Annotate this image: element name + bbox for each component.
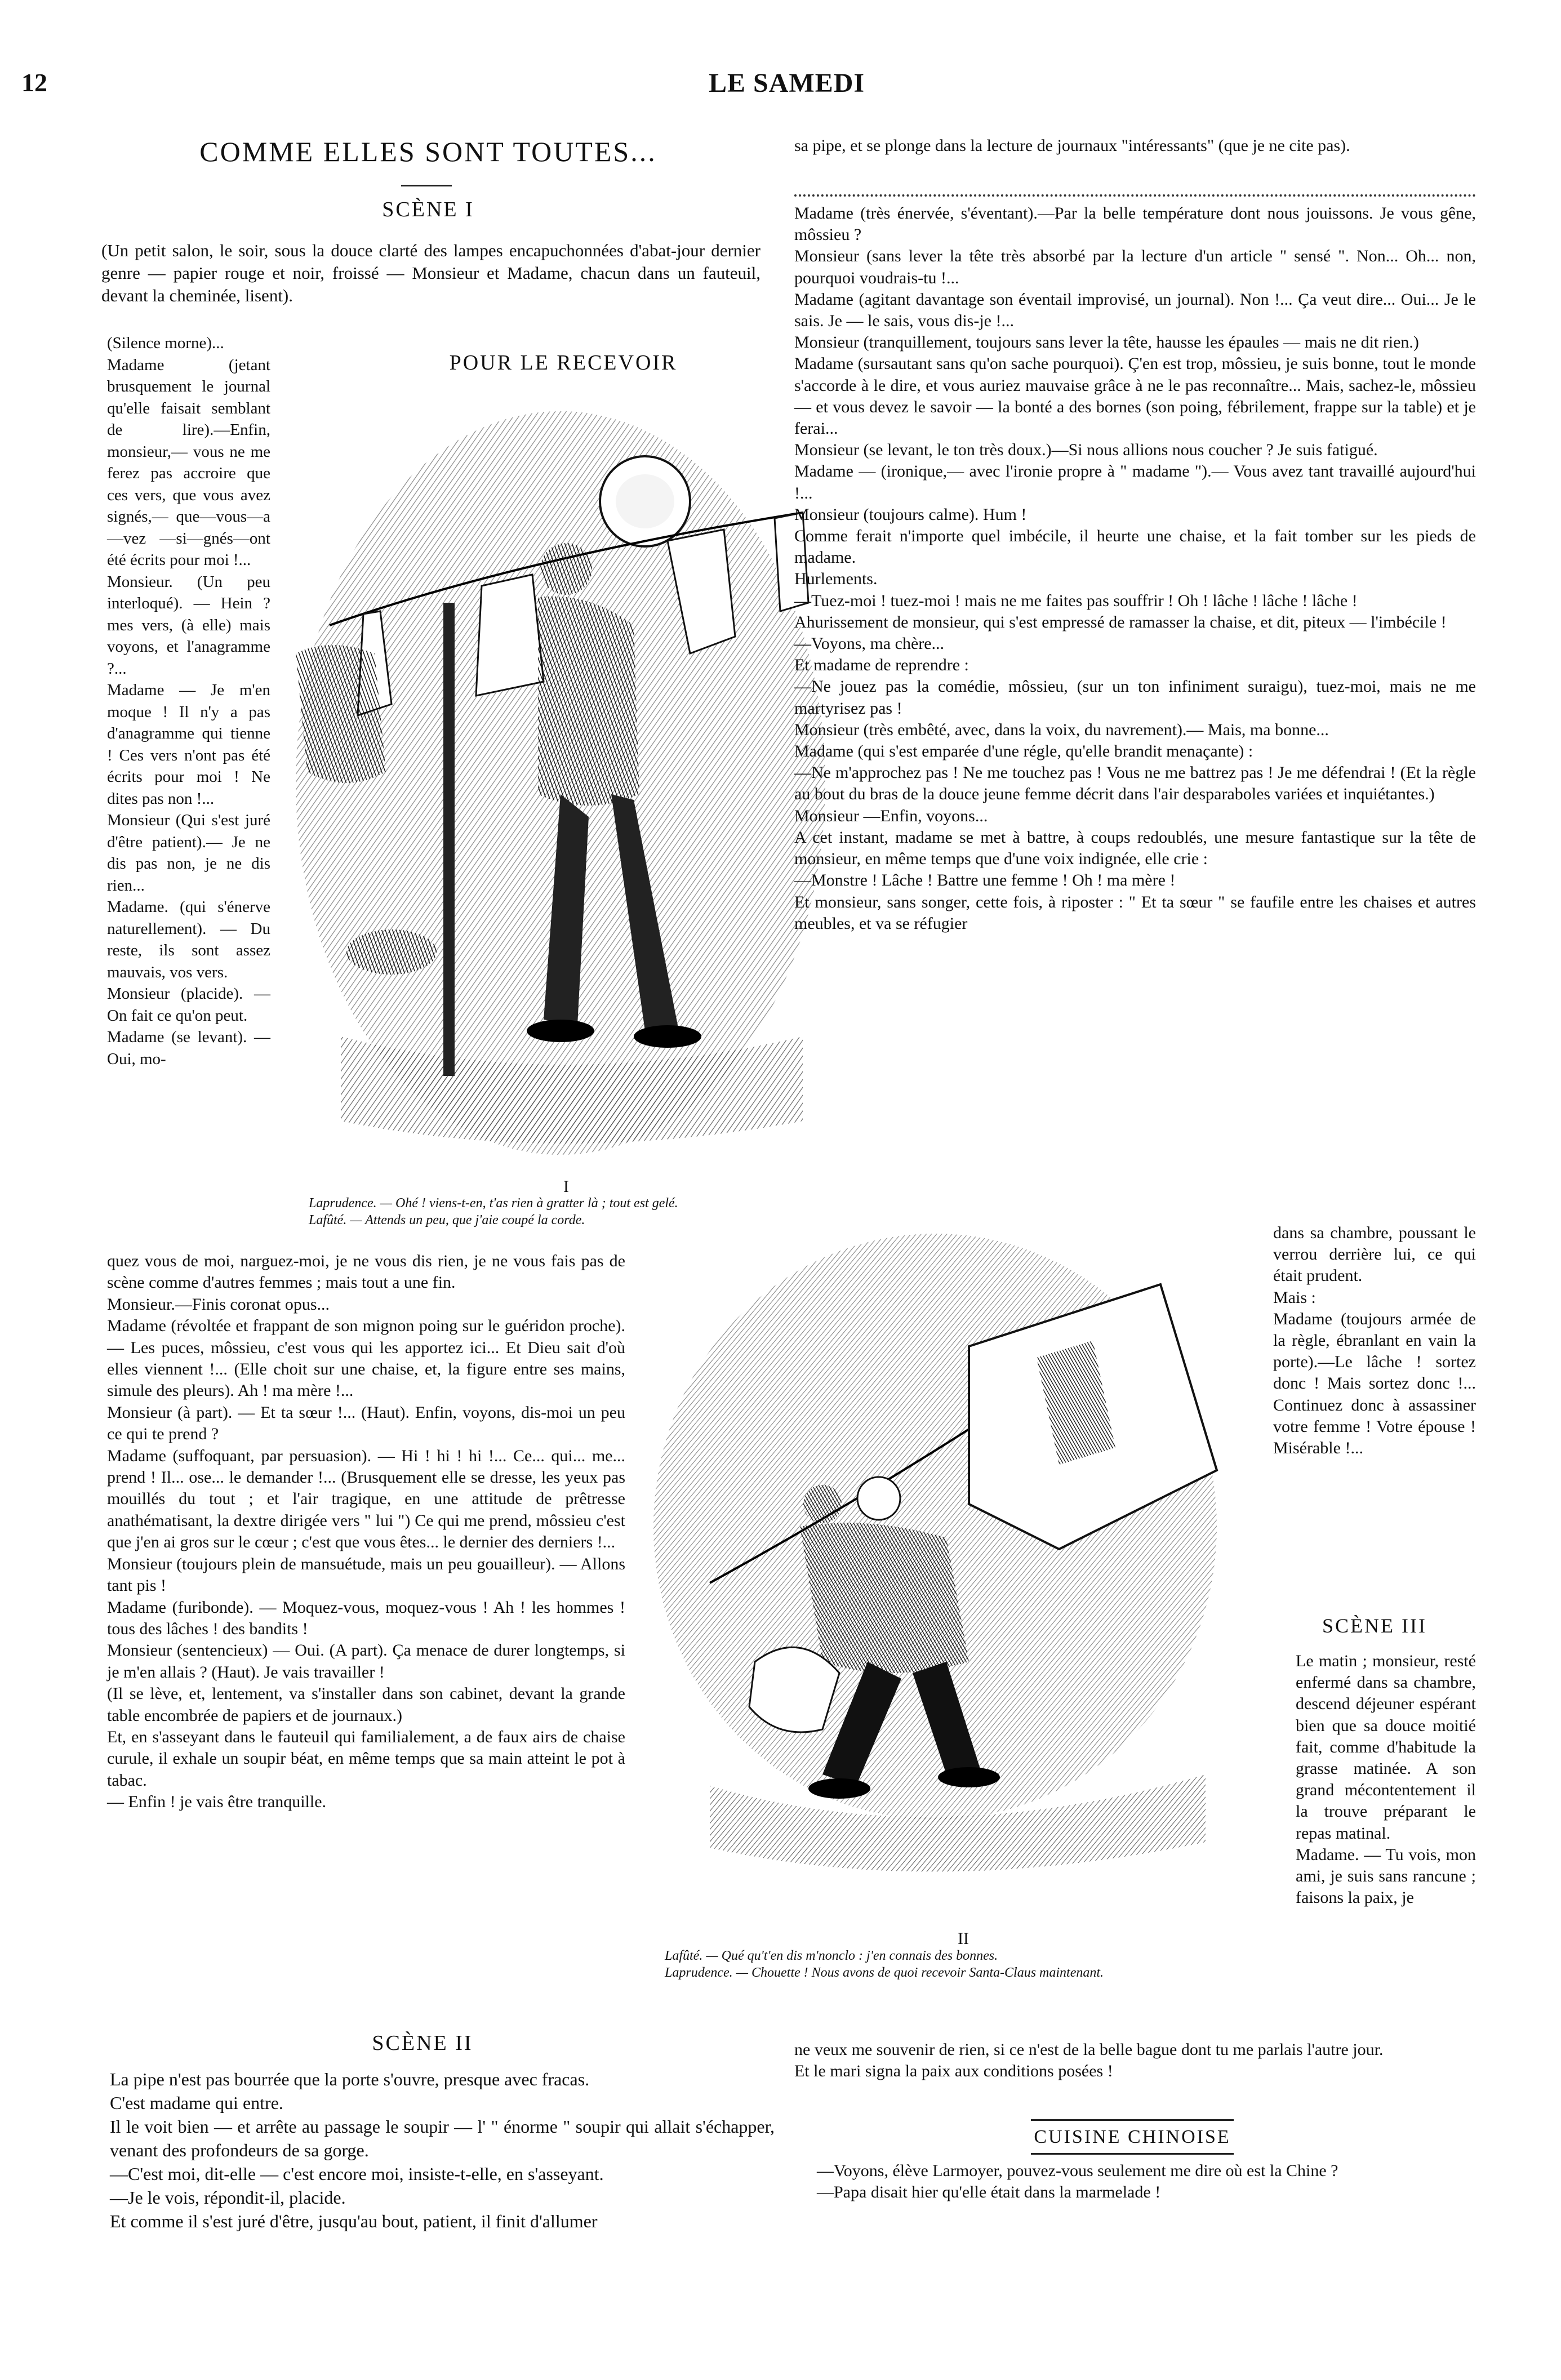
narrow-paragraph: (Silence morne)... bbox=[107, 334, 224, 352]
narrow-paragraph: Monsieur (placide). — On fait ce qu'on peut. bbox=[107, 985, 270, 1025]
right-narrow-paragraph: Mais : bbox=[1273, 1288, 1316, 1307]
wide-paragraph: Monsieur (sentencieux) — Oui. (A part). Ça menace de durer longtemps, si je m'en allais ? (Haut). Je vais travailler ! bbox=[107, 1641, 625, 1681]
scene3-narrow bbox=[1296, 1651, 1476, 1909]
illustration2-number: II bbox=[958, 1929, 969, 1948]
scene2-heading: SCÈNE II bbox=[372, 2031, 473, 2055]
right-paragraph: —Ne m'approchez pas ! Ne me touchez pas ! Vous ne me battrez pas ! Je me défendrai ! (Et la règle au bout du bras de la douce jeune femme décrit dans l'air desparaboles variées et inquiétantes.) bbox=[794, 763, 1476, 804]
right-paragraph: Monsieur (très embêté, avec, dans la voix, du navrement).— Mais, ma bonne... bbox=[794, 720, 1329, 739]
scene2-paragraph: La pipe n'est pas bourrée que la porte s'ouvre, presque avec fracas. bbox=[110, 2069, 590, 2089]
right-paragraph: Monsieur (toujours calme). Hum ! bbox=[794, 505, 1027, 524]
right-paragraph: —Monstre ! Lâche ! Battre une femme ! Oh ! ma mère ! bbox=[794, 871, 1176, 890]
right-paragraph: Ahurissement de monsieur, qui s'est empressé de ramasser la chaise, et dit, piteux — l'imbécile ! bbox=[794, 612, 1447, 631]
wide-paragraph: (Il se lève, et, lentement, va s'installer dans son cabinet, devant la grande table encombrée de papiers et de journaux.) bbox=[107, 1684, 625, 1725]
illustration1-number: I bbox=[563, 1177, 569, 1196]
scene3-paragraph: Le matin ; monsieur, resté enfermé dans sa chambre, descend déjeuner espérant bien que sa douce moitié fait, comme d'habitude la grasse matinée. A son grand mécontentement il la trouve préparant le repas matinal. bbox=[1296, 1652, 1476, 1843]
right-paragraph: Madame (agitant davantage son éventail improvisé, un journal). Non !... Ça veut dire... Oui... Je le sais. Je — le sais, vous dis-je !... bbox=[794, 290, 1476, 331]
right-paragraph: —Voyons, ma chère... bbox=[794, 634, 945, 653]
right-paragraph: —Tuez-moi ! tuez-moi ! mais ne me faites pas souffrir ! Oh ! lâche ! lâche ! lâche ! bbox=[794, 591, 1358, 610]
illustration1-title: POUR LE RECEVOIR bbox=[449, 351, 678, 375]
cuisine-line: —Papa disait hier qu'elle était dans la marmelade ! bbox=[817, 2183, 1161, 2202]
right-paragraph: —Ne jouez pas la comédie, môssieu, (sur un ton infiniment suraigu), tuez-moi, mais ne me martyrisez pas ! bbox=[794, 677, 1476, 718]
right-paragraph: Et madame de reprendre : bbox=[794, 656, 969, 675]
scene3-heading: SCÈNE III bbox=[1322, 1614, 1427, 1637]
wide-paragraph: Monsieur.—Finis coronat opus... bbox=[107, 1294, 330, 1314]
right-paragraph: Madame (sursautant sans qu'on sache pourquoi). Ç'en est trop, môssieu, je suis bonne, tout le monde s'accorde à le dire, et vous auriez mauvaise grâce à ne le pas reconnaître... Mais, sachez-le, môssieu — et vous devez le savoir — la bonté a des bornes (son poing, fébrilement, frappe sur la table) et je ferai... bbox=[794, 354, 1476, 438]
scene2-paragraph: Et comme il s'est juré d'être, jusqu'au bout, patient, il finit d'allumer bbox=[110, 2211, 598, 2231]
scene1-wide-column bbox=[107, 1251, 625, 1813]
right-paragraph: Madame — (ironique,— avec l'ironie propre à " madame ").— Vous avez tant travaillé aujourd'hui !... bbox=[794, 462, 1476, 502]
cuisine-rule-bottom bbox=[1031, 2153, 1234, 2155]
scene2-paragraph: Il le voit bien — et arrête au passage le soupir — l' " énorme " soupir qui allait s'échapper, venant des profondeurs de sa gorge. bbox=[110, 2116, 775, 2160]
narrow-paragraph: Madame (se levant). — Oui, mo- bbox=[107, 1028, 270, 1068]
wide-paragraph: Madame (suffoquant, par persuasion). — Hi ! hi ! hi !... Ce... qui... me... prend ! Il... ose... le demander !... (Brusquement elle se dresse, les yeux pas mouillés du tout ; et l'air tragique, en une attitude de prêtresse anathématisant, la dextre dirigée vers " lui ") Ce qui me prend, môssieu c'est que j'en ai gros sur le cœur ; c'est que vous êtes... le dernier des derniers !... bbox=[107, 1446, 625, 1552]
dotted-separator bbox=[794, 194, 1476, 197]
narrow-paragraph: Madame — Je m'en moque ! Il n'y a pas d'anagramme qui tienne ! Ces vers n'ont pas été écrits pour moi ! Ne dites pas non !... bbox=[107, 681, 270, 808]
right-paragraph: A cet instant, madame se met à battre, à coups redoublés, une mesure fantastique sur la tête de monsieur, en même temps que d'une voix indignée, elle crie : bbox=[794, 828, 1476, 869]
scene3-paragraph: Et le mari signa la paix aux conditions posées ! bbox=[794, 2062, 1113, 2081]
right-paragraph: Et monsieur, sans songer, cette fois, à riposter : " Et ta sœur " se faufile entre les chaises et autres meubles, et va se réfugier bbox=[794, 892, 1476, 933]
scene1-heading: SCÈNE I bbox=[382, 198, 474, 221]
right-paragraph: Monsieur —Enfin, voyons... bbox=[794, 806, 988, 825]
illustration2-caption-1: Lafûté. — Qué qu't'en dis m'nonclo : j'en connais des bonnes. bbox=[665, 1949, 998, 1963]
right-paragraph: Monsieur (tranquillement, toujours sans lever la tête, hausse les épaules — mais ne dit rien.) bbox=[794, 333, 1419, 352]
illustration1-caption-2: Lafûté. — Attends un peu, que j'aie coupé la corde. bbox=[309, 1213, 585, 1227]
illustration2-drawing bbox=[653, 1234, 1273, 1910]
illustration1-caption-1: Laprudence. — Ohé ! viens-t-en, t'as rien à gratter là ; tout est gelé. bbox=[309, 1196, 678, 1211]
wide-paragraph: Madame (révoltée et frappant de son mignon poing sur le guéridon proche).— Les puces, môssieu, c'est vous qui les apportez ici... Et Dieu sait d'où elles viennent !... (Elle choit sur une chaise, et, la figure entre ses mains, simule des pleurs). Ah ! ma mère !... bbox=[107, 1316, 625, 1400]
journal-title: LE SAMEDI bbox=[709, 68, 865, 98]
wide-paragraph: quez vous de moi, narguez-moi, je ne vous dis rien, je ne vous fais pas de scène comme d'autres femmes ; mais tout a une fin. bbox=[107, 1252, 625, 1292]
cuisine-rule-top bbox=[1031, 2119, 1234, 2121]
narrow-paragraph: Madame. (qui s'énerve naturellement). — Du reste, ils sont assez mauvais, vos vers. bbox=[107, 898, 270, 981]
scene2-paragraph: —Je le vois, répondit-il, placide. bbox=[110, 2187, 346, 2208]
wide-paragraph: — Enfin ! je vais être tranquille. bbox=[107, 1792, 327, 1812]
wide-paragraph: Monsieur (toujours plein de mansuétude, mais un peu gouailleur). — Allons tant pis ! bbox=[107, 1554, 625, 1595]
right-paragraph: Monsieur (se levant, le ton très doux.)—Si nous allions nous coucher ? Je suis fatigué. bbox=[794, 441, 1378, 460]
scene2-left-column bbox=[110, 2067, 775, 2233]
right-paragraph: Madame (qui s'est emparée d'une régle, qu'elle brandit menaçante) : bbox=[794, 742, 1253, 761]
scene1-intro: (Un petit salon, le soir, sous la douce clarté des lampes encapuchonnées d'abat-jour dernier genre — papier rouge et noir, froissé — Monsieur et Madame, chacun dans un fauteuil, devant la cheminée, lisent). bbox=[101, 241, 761, 305]
article-title: COMME ELLES SONT TOUTES... bbox=[199, 136, 657, 167]
right-paragraph: Madame (très énervée, s'éventant).—Par la belle température dont nous jouissons. Je vous gêne, môssieu ? bbox=[794, 204, 1476, 244]
right-narrow-paragraph: dans sa chambre, poussant le verrou derrière lui, ce qui était prudent. bbox=[1273, 1224, 1476, 1285]
scene2-right-column bbox=[794, 203, 1476, 935]
scene2-paragraph: —C'est moi, dit-elle — c'est encore moi, insiste-t-elle, en s'asseyant. bbox=[110, 2164, 604, 2184]
right-narrow-paragraph: Madame (toujours armée de la règle, ébranlant en vain la porte).—Le lâche ! sortez donc ! Mais sortez donc !... Continuez donc à assassiner votre femme ! Votre épouse ! Misérable !... bbox=[1273, 1309, 1476, 1458]
scene2-paragraph: C'est madame qui entre. bbox=[110, 2093, 283, 2113]
right-paragraph: Monsieur (sans lever la tête très absorbé par la lecture d'un article " sensé ". Non... Oh... non, pourquoi voudrais-tu !... bbox=[794, 247, 1476, 287]
wide-paragraph: Monsieur (à part). — Et ta sœur !... (Haut). Enfin, voyons, dis-moi un peu ce qui te prend ? bbox=[107, 1403, 625, 1444]
scene3-wide bbox=[794, 2039, 1476, 2082]
narrow-paragraph: Monsieur. (Un peu interloqué). — Hein ? mes vers, (à elle) mais voyons, et l'anagramme ?... bbox=[107, 572, 270, 678]
cuisine-line: —Voyons, élève Larmoyer, pouvez-vous seulement me dire où est la Chine ? bbox=[817, 2161, 1338, 2180]
scene3-paragraph: Madame. — Tu vois, mon ami, je suis sans rancune ; faisons la paix, je bbox=[1296, 1845, 1476, 1907]
title-rule bbox=[401, 185, 452, 186]
right-paragraph: Hurlements. bbox=[794, 570, 878, 589]
page-number: 12 bbox=[21, 68, 47, 97]
narrow-paragraph: Madame (jetant brusquement le journal qu'elle faisait semblant de lire).—Enfin, monsieur,— vous ne me ferez pas accroire que ces vers, que vous avez signés,— que—vous—a—vez —si—gnés—ont été écrits pour moi !... bbox=[107, 355, 270, 569]
wide-paragraph: Et, en s'asseyant dans le fauteuil qui familialement, a de faux airs de chaise curule, il exhale un soupir béat, en même temps que sa main atteint le pot à tabac. bbox=[107, 1727, 625, 1790]
cuisine-title: CUISINE CHINOISE bbox=[1034, 2127, 1231, 2147]
cuisine-text bbox=[794, 2160, 1476, 2203]
illustration2-caption-2: Laprudence. — Chouette ! Nous avons de quoi recevoir Santa-Claus maintenant. bbox=[665, 1965, 1104, 1980]
scene2-right-0: sa pipe, et se plonge dans la lecture de journaux "intéressants" (que je ne cite pas). bbox=[794, 136, 1350, 155]
scene3-paragraph: ne veux me souvenir de rien, si ce n'est de la belle bague dont tu me parlais l'autre jour. bbox=[794, 2040, 1384, 2059]
scene1-narrow-column bbox=[107, 332, 270, 1070]
wide-paragraph: Madame (furibonde). — Moquez-vous, moquez-vous ! Ah ! les hommes ! tous des lâches ! des bandits ! bbox=[107, 1598, 625, 1638]
scene2-right-narrow bbox=[1273, 1222, 1476, 1459]
illustration1-drawing bbox=[296, 389, 837, 1177]
narrow-paragraph: Monsieur (Qui s'est juré d'être patient).— Je ne dis pas non, je ne dis rien... bbox=[107, 811, 270, 895]
right-paragraph: Comme ferait n'importe quel imbécile, il heurte une chaise, et la fait tomber sur les pieds de madame. bbox=[794, 527, 1476, 567]
